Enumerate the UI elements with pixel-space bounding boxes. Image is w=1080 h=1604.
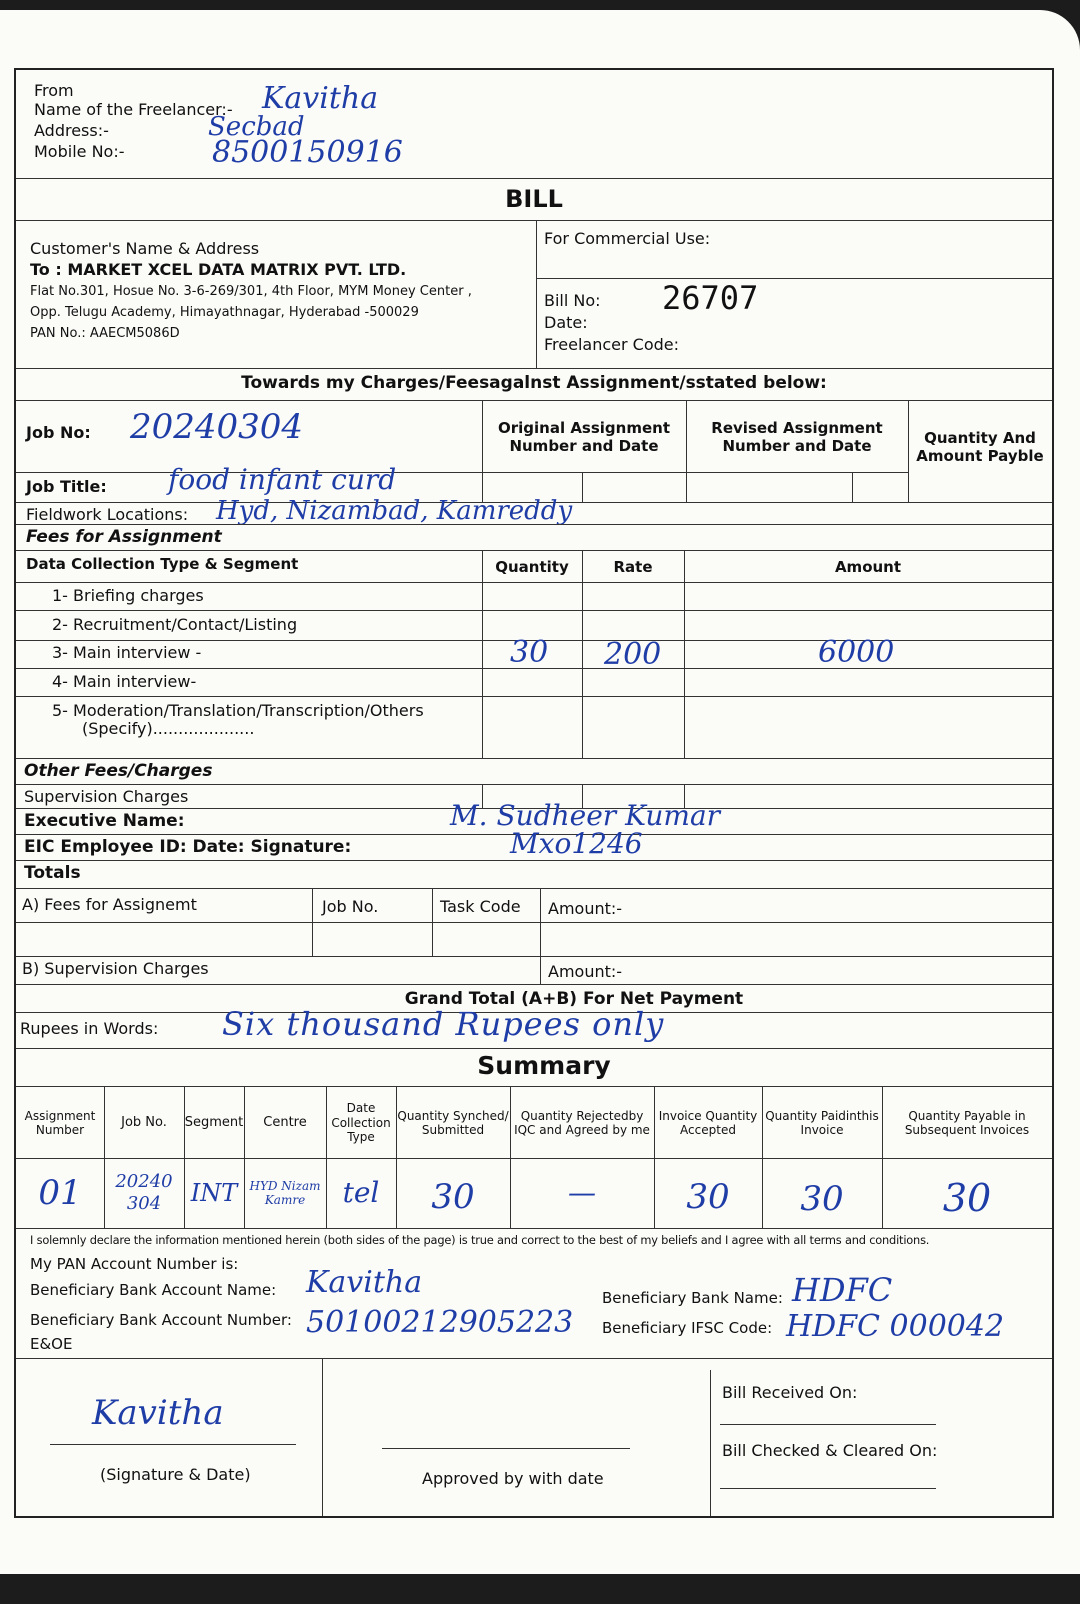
divider bbox=[16, 524, 1052, 525]
summary-title: Summary bbox=[477, 1051, 611, 1080]
summary-header-centre: Centre bbox=[263, 1115, 307, 1131]
freelancer-code-label: Freelancer Code: bbox=[544, 335, 679, 354]
summary-header-date-collection: Date Collection Type bbox=[331, 1101, 391, 1145]
date-label: Date: bbox=[544, 313, 588, 332]
divider bbox=[16, 956, 1052, 957]
eic-label: EIC Employee ID: Date: Signature: bbox=[24, 837, 352, 857]
declaration-text: I solemnly declare the information mentioned herein (both sides of the page) is true and correct to the best of my beliefs and I agree with all terms and conditions. bbox=[30, 1233, 930, 1247]
fees-row-label: 2- Recruitment/Contact/Listing bbox=[52, 615, 298, 634]
signature-label: (Signature & Date) bbox=[100, 1465, 251, 1484]
amount-b-label: Amount:- bbox=[548, 962, 623, 981]
bill-no-value: 26707 bbox=[662, 279, 759, 317]
ifsc-value: HDFC 000042 bbox=[786, 1309, 1005, 1344]
summary-header-invoice-accepted: Invoice Quantity Accepted bbox=[658, 1108, 758, 1137]
summary-header-job-no: Job No. bbox=[121, 1115, 167, 1131]
divider bbox=[322, 1358, 323, 1516]
summary-header-segment: Segment bbox=[184, 1115, 244, 1131]
fees-row-qty: 30 bbox=[510, 635, 549, 670]
bank-account-number-label: Beneficiary Bank Account Number: bbox=[30, 1311, 292, 1329]
customer-address-1: Flat No.301, Hosue No. 3-6-269/301, 4th Floor, MYM Money Center , bbox=[30, 284, 472, 299]
col-amount-header: Amount bbox=[834, 558, 902, 576]
checked-line bbox=[720, 1488, 936, 1489]
summary-value-synched: 30 bbox=[431, 1176, 475, 1217]
supervision-b-label: B) Supervision Charges bbox=[22, 959, 209, 978]
bill-no-label: Bill No: bbox=[544, 291, 601, 310]
executive-name-label: Executive Name: bbox=[24, 811, 185, 831]
fees-row-amount: 6000 bbox=[818, 635, 895, 670]
divider bbox=[16, 888, 1052, 889]
bank-account-name-label: Beneficiary Bank Account Name: bbox=[30, 1281, 277, 1299]
divider bbox=[16, 784, 1052, 785]
totals-heading: Totals bbox=[24, 863, 81, 883]
bill-form bbox=[14, 68, 1054, 1518]
fees-row-rate: 200 bbox=[604, 637, 662, 672]
pan-account-label: My PAN Account Number is: bbox=[30, 1255, 239, 1273]
bank-name-label: Beneficiary Bank Name: bbox=[602, 1289, 783, 1307]
summary-value-segment: INT bbox=[190, 1178, 238, 1207]
eoe-label: E&OE bbox=[30, 1335, 73, 1353]
divider bbox=[16, 550, 1052, 551]
fees-heading: Fees for Assignment bbox=[26, 527, 222, 547]
quantity-amount-header: Quantity And Amount Payble bbox=[916, 429, 1044, 465]
summary-value-date-type: tel bbox=[342, 1176, 380, 1210]
grand-total-label: Grand Total (A+B) For Net Payment bbox=[404, 989, 744, 1009]
bill-received-label: Bill Received On: bbox=[722, 1383, 858, 1402]
divider bbox=[16, 178, 1052, 179]
job-title-label: Job Title: bbox=[26, 477, 107, 496]
bill-checked-label: Bill Checked & Cleared On: bbox=[722, 1441, 938, 1460]
col-type-header: Data Collection Type & Segment bbox=[26, 555, 299, 573]
job-title-value: food infant curd bbox=[168, 463, 397, 496]
divider bbox=[582, 472, 583, 502]
address-value: Secbad bbox=[208, 112, 305, 142]
divider bbox=[540, 888, 541, 984]
totals-job-no-label: Job No. bbox=[322, 897, 379, 916]
col-quantity-header: Quantity bbox=[495, 558, 569, 576]
mobile-value: 8500150916 bbox=[212, 135, 403, 170]
original-assignment-header: Original Assignment Number and Date bbox=[497, 419, 670, 455]
mobile-label: Mobile No:- bbox=[34, 142, 125, 161]
divider bbox=[16, 758, 1052, 759]
summary-header-payable: Quantity Payable in Subsequent Invoices bbox=[904, 1108, 1030, 1137]
divider bbox=[16, 1228, 1052, 1229]
summary-value-paid: 30 bbox=[800, 1178, 844, 1219]
executive-name-value: M. Sudheer Kumar bbox=[450, 799, 721, 832]
freelancer-name-value: Kavitha bbox=[262, 81, 379, 116]
customer-to-line: To : MARKET XCEL DATA MATRIX PVT. LTD. bbox=[30, 260, 407, 279]
received-line bbox=[720, 1424, 936, 1425]
approved-line bbox=[382, 1448, 630, 1449]
task-code-label: Task Code bbox=[440, 897, 521, 916]
rupees-in-words-value: Six thousand Rupees only bbox=[222, 1005, 665, 1043]
divider bbox=[852, 472, 853, 502]
divider bbox=[16, 922, 1052, 923]
bank-name-value: HDFC bbox=[792, 1271, 893, 1309]
col-rate-header: Rate bbox=[613, 558, 653, 576]
divider bbox=[16, 1358, 1052, 1359]
summary-value-job-no: 20240304 bbox=[115, 1171, 173, 1214]
signature-value: Kavitha bbox=[92, 1393, 224, 1433]
paper-sheet bbox=[0, 10, 1080, 1574]
divider bbox=[16, 582, 1052, 583]
supervision-charges-label: Supervision Charges bbox=[24, 787, 189, 806]
bank-account-name-value: Kavitha bbox=[306, 1265, 423, 1300]
fees-row-label: 3- Main interview - bbox=[52, 643, 202, 662]
summary-header-synched: Quantity Synched/ Submitted bbox=[397, 1108, 509, 1137]
amount-a-label: Amount:- bbox=[548, 899, 623, 918]
summary-header-assignment: Assignment Number bbox=[24, 1108, 96, 1137]
summary-value-assignment: 01 bbox=[38, 1172, 82, 1213]
summary-value-payable: 30 bbox=[942, 1176, 992, 1221]
divider bbox=[482, 472, 908, 473]
fieldwork-label: Fieldwork Locations: bbox=[26, 505, 189, 524]
divider bbox=[16, 1086, 1052, 1087]
divider bbox=[16, 368, 1052, 369]
divider bbox=[16, 1158, 1052, 1159]
divider bbox=[16, 220, 1052, 221]
towards-line: Towards my Charges/Feesagalnst Assignment/sstated below: bbox=[241, 373, 827, 393]
divider bbox=[16, 400, 1052, 401]
fees-assignment-label: A) Fees for Assignemt bbox=[22, 895, 197, 914]
customer-pan: PAN No.: AAECM5086D bbox=[30, 326, 180, 341]
divider bbox=[536, 220, 537, 368]
fees-row-label: 1- Briefing charges bbox=[52, 586, 204, 605]
job-no-value: 20240304 bbox=[130, 407, 304, 447]
divider bbox=[16, 696, 1052, 697]
summary-value-invoice-accepted: 30 bbox=[686, 1176, 730, 1217]
job-no-label: Job No: bbox=[26, 423, 91, 442]
divider bbox=[16, 610, 1052, 611]
freelancer-name-label: Name of the Freelancer:- bbox=[34, 100, 233, 119]
summary-value-centre: HYD Nizam Kamre bbox=[249, 1178, 321, 1207]
customer-heading: Customer's Name & Address bbox=[30, 239, 260, 258]
signature-line bbox=[50, 1444, 296, 1445]
summary-value-rejected: — bbox=[568, 1176, 596, 1210]
other-fees-heading: Other Fees/Charges bbox=[24, 761, 213, 781]
fieldwork-value: Hyd, Nizambad, Kamreddy bbox=[216, 496, 573, 526]
commercial-use-label: For Commercial Use: bbox=[544, 229, 711, 248]
fees-row-label-2: (Specify).................... bbox=[82, 719, 255, 738]
revised-assignment-header: Revised Assignment Number and Date bbox=[711, 419, 883, 455]
summary-header-rejected: Quantity Rejectedby IQC and Agreed by me bbox=[514, 1108, 650, 1137]
summary-header-paid: Quantity Paidinthis Invoice bbox=[765, 1108, 879, 1137]
divider bbox=[16, 668, 1052, 669]
divider bbox=[16, 860, 1052, 861]
divider bbox=[710, 1370, 711, 1516]
fees-row-label: 5- Moderation/Translation/Transcription/Others bbox=[52, 701, 424, 720]
approved-label: Approved by with date bbox=[422, 1469, 604, 1488]
rupees-in-words-label: Rupees in Words: bbox=[20, 1019, 159, 1038]
fees-row-label: 4- Main interview- bbox=[52, 672, 197, 691]
divider bbox=[16, 984, 1052, 985]
eic-value: Mxo1246 bbox=[510, 827, 643, 860]
divider bbox=[536, 278, 1052, 279]
bill-title: BILL bbox=[505, 185, 563, 213]
customer-address-2: Opp. Telugu Academy, Himayathnagar, Hyderabad -500029 bbox=[30, 305, 419, 320]
bank-account-number-value: 50100212905223 bbox=[306, 1305, 574, 1340]
address-label: Address:- bbox=[34, 121, 109, 140]
from-label: From bbox=[34, 81, 74, 100]
ifsc-label: Beneficiary IFSC Code: bbox=[602, 1319, 773, 1337]
divider bbox=[16, 1048, 1052, 1049]
